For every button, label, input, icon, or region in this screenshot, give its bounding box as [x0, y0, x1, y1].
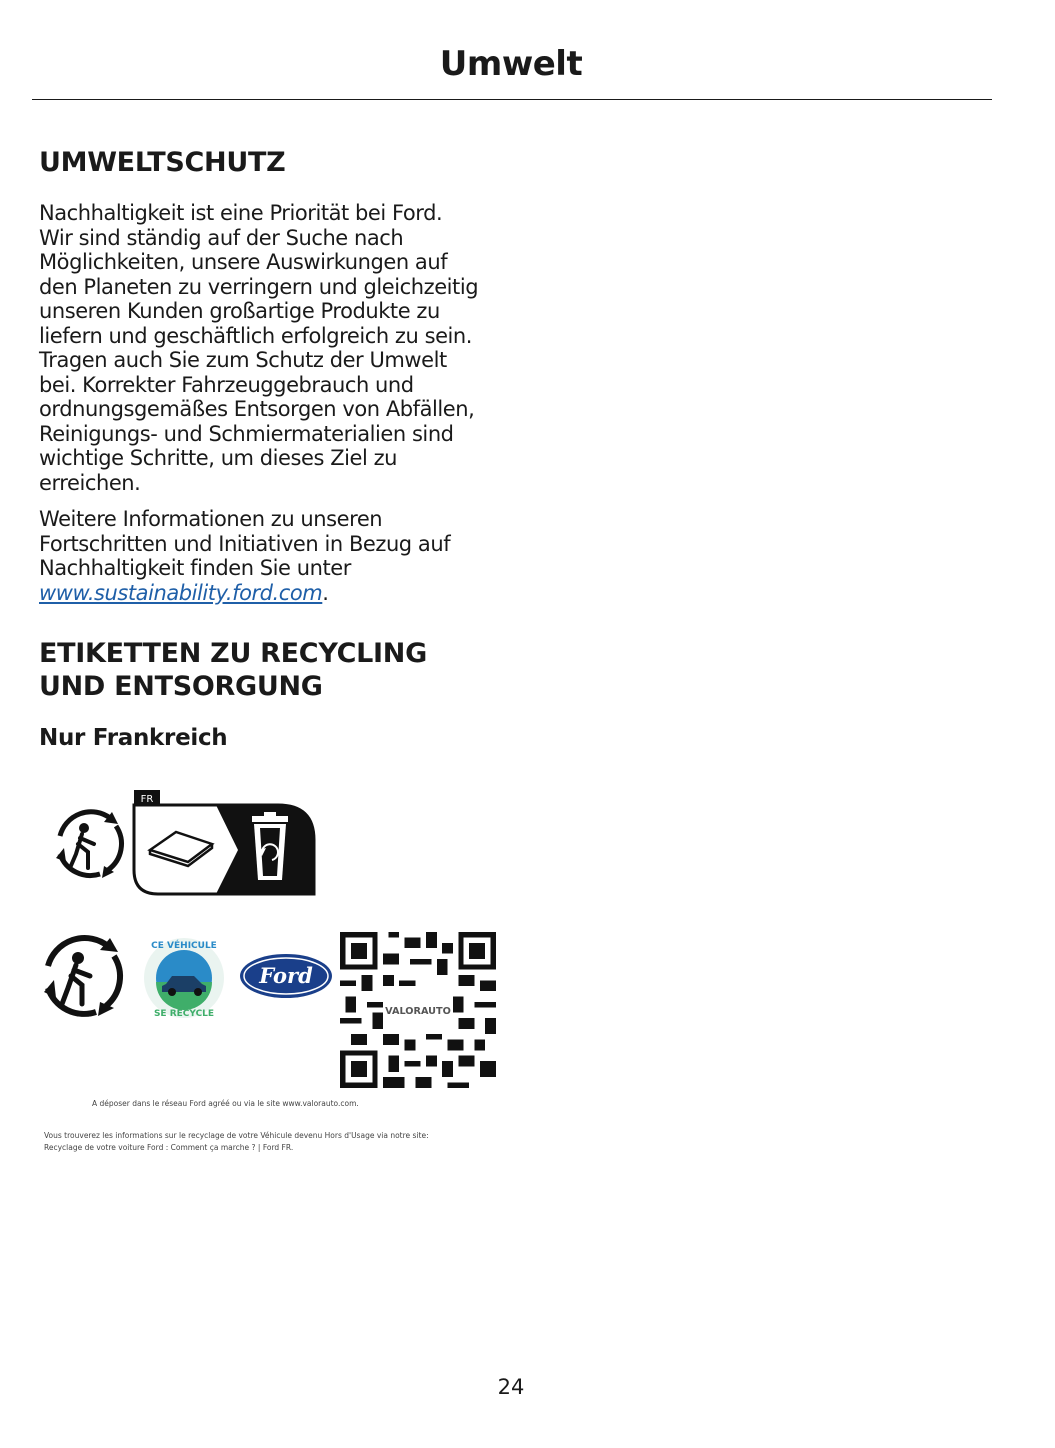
environment-paragraph-2 [39, 507, 509, 605]
sustainability-link[interactable]: www.sustainability.ford.com [39, 580, 323, 605]
subheading-container [39, 723, 509, 753]
label-note-2: Vous trouverez les informations sur le recyclage de votre Véhicule devenu Hors d'Usage via notre site: Recyclage de votre voiture Ford : Comment ça marche ? | Ford FR. [44, 1131, 429, 1152]
vehicle-recycles-badge [144, 938, 224, 1019]
link-suffix: . [322, 580, 329, 605]
ford-logo [240, 954, 332, 998]
environment-text-2 [39, 507, 509, 605]
recycling-label-graphic [38, 926, 338, 1101]
page-title: Umwelt [439, 44, 583, 84]
section-heading-recycling-line2: UND ENTSORGUNG [39, 671, 323, 702]
section-environment [39, 146, 509, 179]
qr-center-text: VALORAUTO [385, 1005, 451, 1017]
title-divider [32, 99, 992, 100]
page-number: 24 [497, 1375, 525, 1399]
subheading-france-only: Nur Frankreich [39, 725, 228, 751]
triman-sorting-graphic [46, 790, 318, 896]
vehicle-recycling-label [38, 926, 498, 1166]
triman-icon-2 [44, 938, 120, 1016]
svg-text:SE RECYCLE: SE RECYCLE [153, 1009, 215, 1019]
section-heading-recycling-line1: ETIKETTEN ZU RECYCLING [39, 638, 427, 669]
label-note-1: A déposer dans le réseau Ford agréé ou via le site www.valorauto.com. [92, 1099, 359, 1108]
environment-text [39, 201, 509, 495]
svg-text:CE VÉHICULE: CE VÉHICULE [151, 941, 217, 951]
flat-package-icon [150, 832, 212, 866]
triman-sorting-label [46, 790, 318, 896]
svg-text:Ford: Ford [259, 963, 313, 988]
paragraph-2-text: Weitere Informationen zu unseren Fortschritten und Initiativen in Bezug auf Nachhaltigkeit finden Sie unter [39, 507, 451, 580]
section-recycling [39, 637, 509, 703]
fr-tag-text: FR [140, 794, 154, 805]
section-heading-environment: UMWELTSCHUTZ [39, 147, 286, 178]
triman-icon [56, 812, 121, 878]
environment-paragraph-1: Nachhaltigkeit ist eine Priorität bei Ford. Wir sind ständig auf der Suche nach Möglichkeiten, unsere Auswirkungen auf den Planeten zu verringern und gleichzeitig unseren Kunden großartige Produkte zu liefern und geschäftlich erfolgreich zu sein. Tragen auch Sie zum Schutz der Umwelt bei. Korrekter Fahrzeuggebrauch und ordnungsgemäßes Entsorgen von Abfällen, Reinigungs- und Schmiermaterialien sind wichtige Schritte, um dieses Ziel zu erreichen. [39, 201, 479, 495]
qr-code[interactable] [340, 932, 496, 1088]
